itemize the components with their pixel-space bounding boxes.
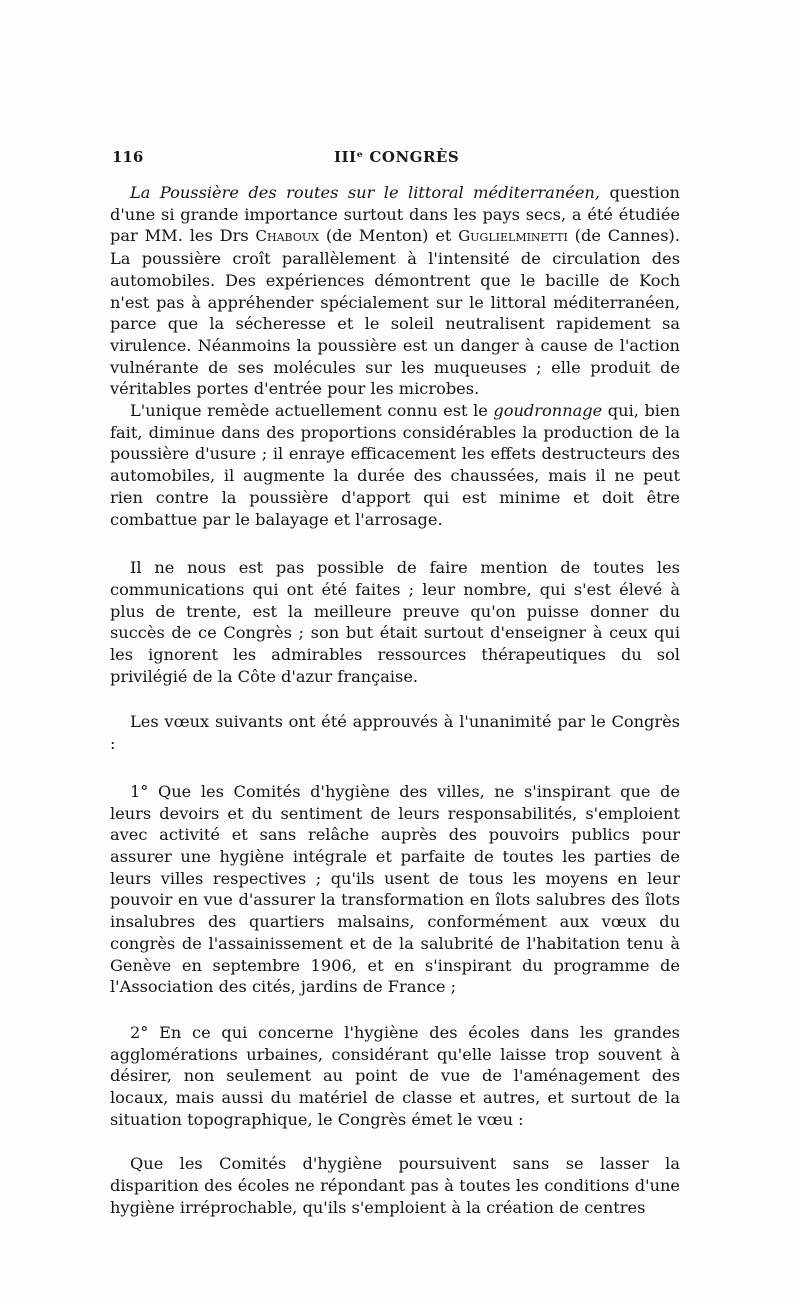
paragraph-text: L'unique remède actuellement connu est le: [130, 401, 494, 421]
paragraph-voeu-2: 2° En ce qui concerne l'hygiène des écoles dans les grandes agglomérations urbaines, considérant qu'elle laisse trop souvent à désirer, non seulement au point de vue de l'aménagement des locaux, mais aussi du matériel de classe et autres, et surtout de la situation topographique, le Congrès émet le vœu :: [110, 1022, 680, 1129]
paragraph-text: question d'une si grande importance surtout dans les pays secs, a été étudiée par MM. les Drs: [110, 183, 680, 246]
italic-term: goudronnage: [493, 401, 603, 421]
paragraph-poussiere: [110, 182, 680, 400]
paragraph-voeux-intro: Les vœux suivants ont été approuvés à l'unanimité par le Congrès :: [110, 712, 680, 754]
body-text: [110, 182, 680, 1219]
section-title: La Poussière des routes sur le littoral méditerranéen,: [130, 183, 600, 202]
author-name: Guglielminetti: [458, 227, 568, 246]
paragraph-voeu-2-continued: Que les Comités d'hygiène poursuivent sans se lasser la disparition des écoles ne répondant pas à toutes les conditions d'une hygiène irréprochable, qu'ils s'emploient à la création de centres: [110, 1154, 680, 1217]
paragraph-text: qui, bien fait, diminue dans des proportions considérables la production de la poussière d'usure ; il enraye efficacement les effets destructeurs des automobiles, il augmente la durée des chaussées, mais il ne peut rien contre la poussière d'apport qui est minime et doit être combattue par le balayage et l'arrosage.: [110, 401, 680, 529]
paragraph-voeu-1: 1° Que les Comités d'hygiène des villes, ne s'inspirant que de leurs devoirs et du sentiment de leurs responsabilités, s'emploient avec activité et sans relâche auprès des pouvoirs publics pour assurer une hygiène intégrale et parfaite de toutes les parties de leurs villes respectives ; qu'ils usent de tous les moyens en leur pouvoir en vue d'assurer la transformation en îlots salubres des îlots insalubres des quartiers malsains, conformément aux vœux du congrès de l'assainissement et de la salubrité de l'habitation tenu à Genève en septembre 1906, et en s'inspirant du programme de l'Association des cités, jardins de France ;: [110, 781, 680, 997]
paragraph-goudronnage: [110, 400, 680, 530]
paragraph-text: (de Menton) et: [318, 226, 459, 246]
running-title: IIIᵉ CONGRÈS: [334, 148, 460, 166]
paragraph-text: (de Cannes). La poussière croît parallèlement à l'intensité de circulation des automobiles. Des expériences démontrent que le bacille de Koch n'est pas à appréhender spécialement sur le littoral méditerranéen, parce que la sécheresse et le soleil neutralisent rapidement sa virulence. Néanmoins la poussière est un danger à cause de l'action vulnérante de ses molécules sur les muqueuses ; elle produit de véritables portes d'entrée pour les microbes.: [110, 226, 681, 399]
author-name: Chaboux: [255, 227, 319, 246]
page-number: 116: [112, 148, 144, 166]
paragraph-communications: Il ne nous est pas possible de faire mention de toutes les communications qui ont été faites ; leur nombre, qui s'est élevé à plus de trente, est la meilleure preuve qu'on puisse donner du succès de ce Congrès ; son but était surtout d'enseigner à ceux qui les ignorent les admirables ressources thérapeutiques du sol privilégié de la Côte d'azur française.: [110, 558, 680, 686]
page-header: [112, 148, 678, 170]
